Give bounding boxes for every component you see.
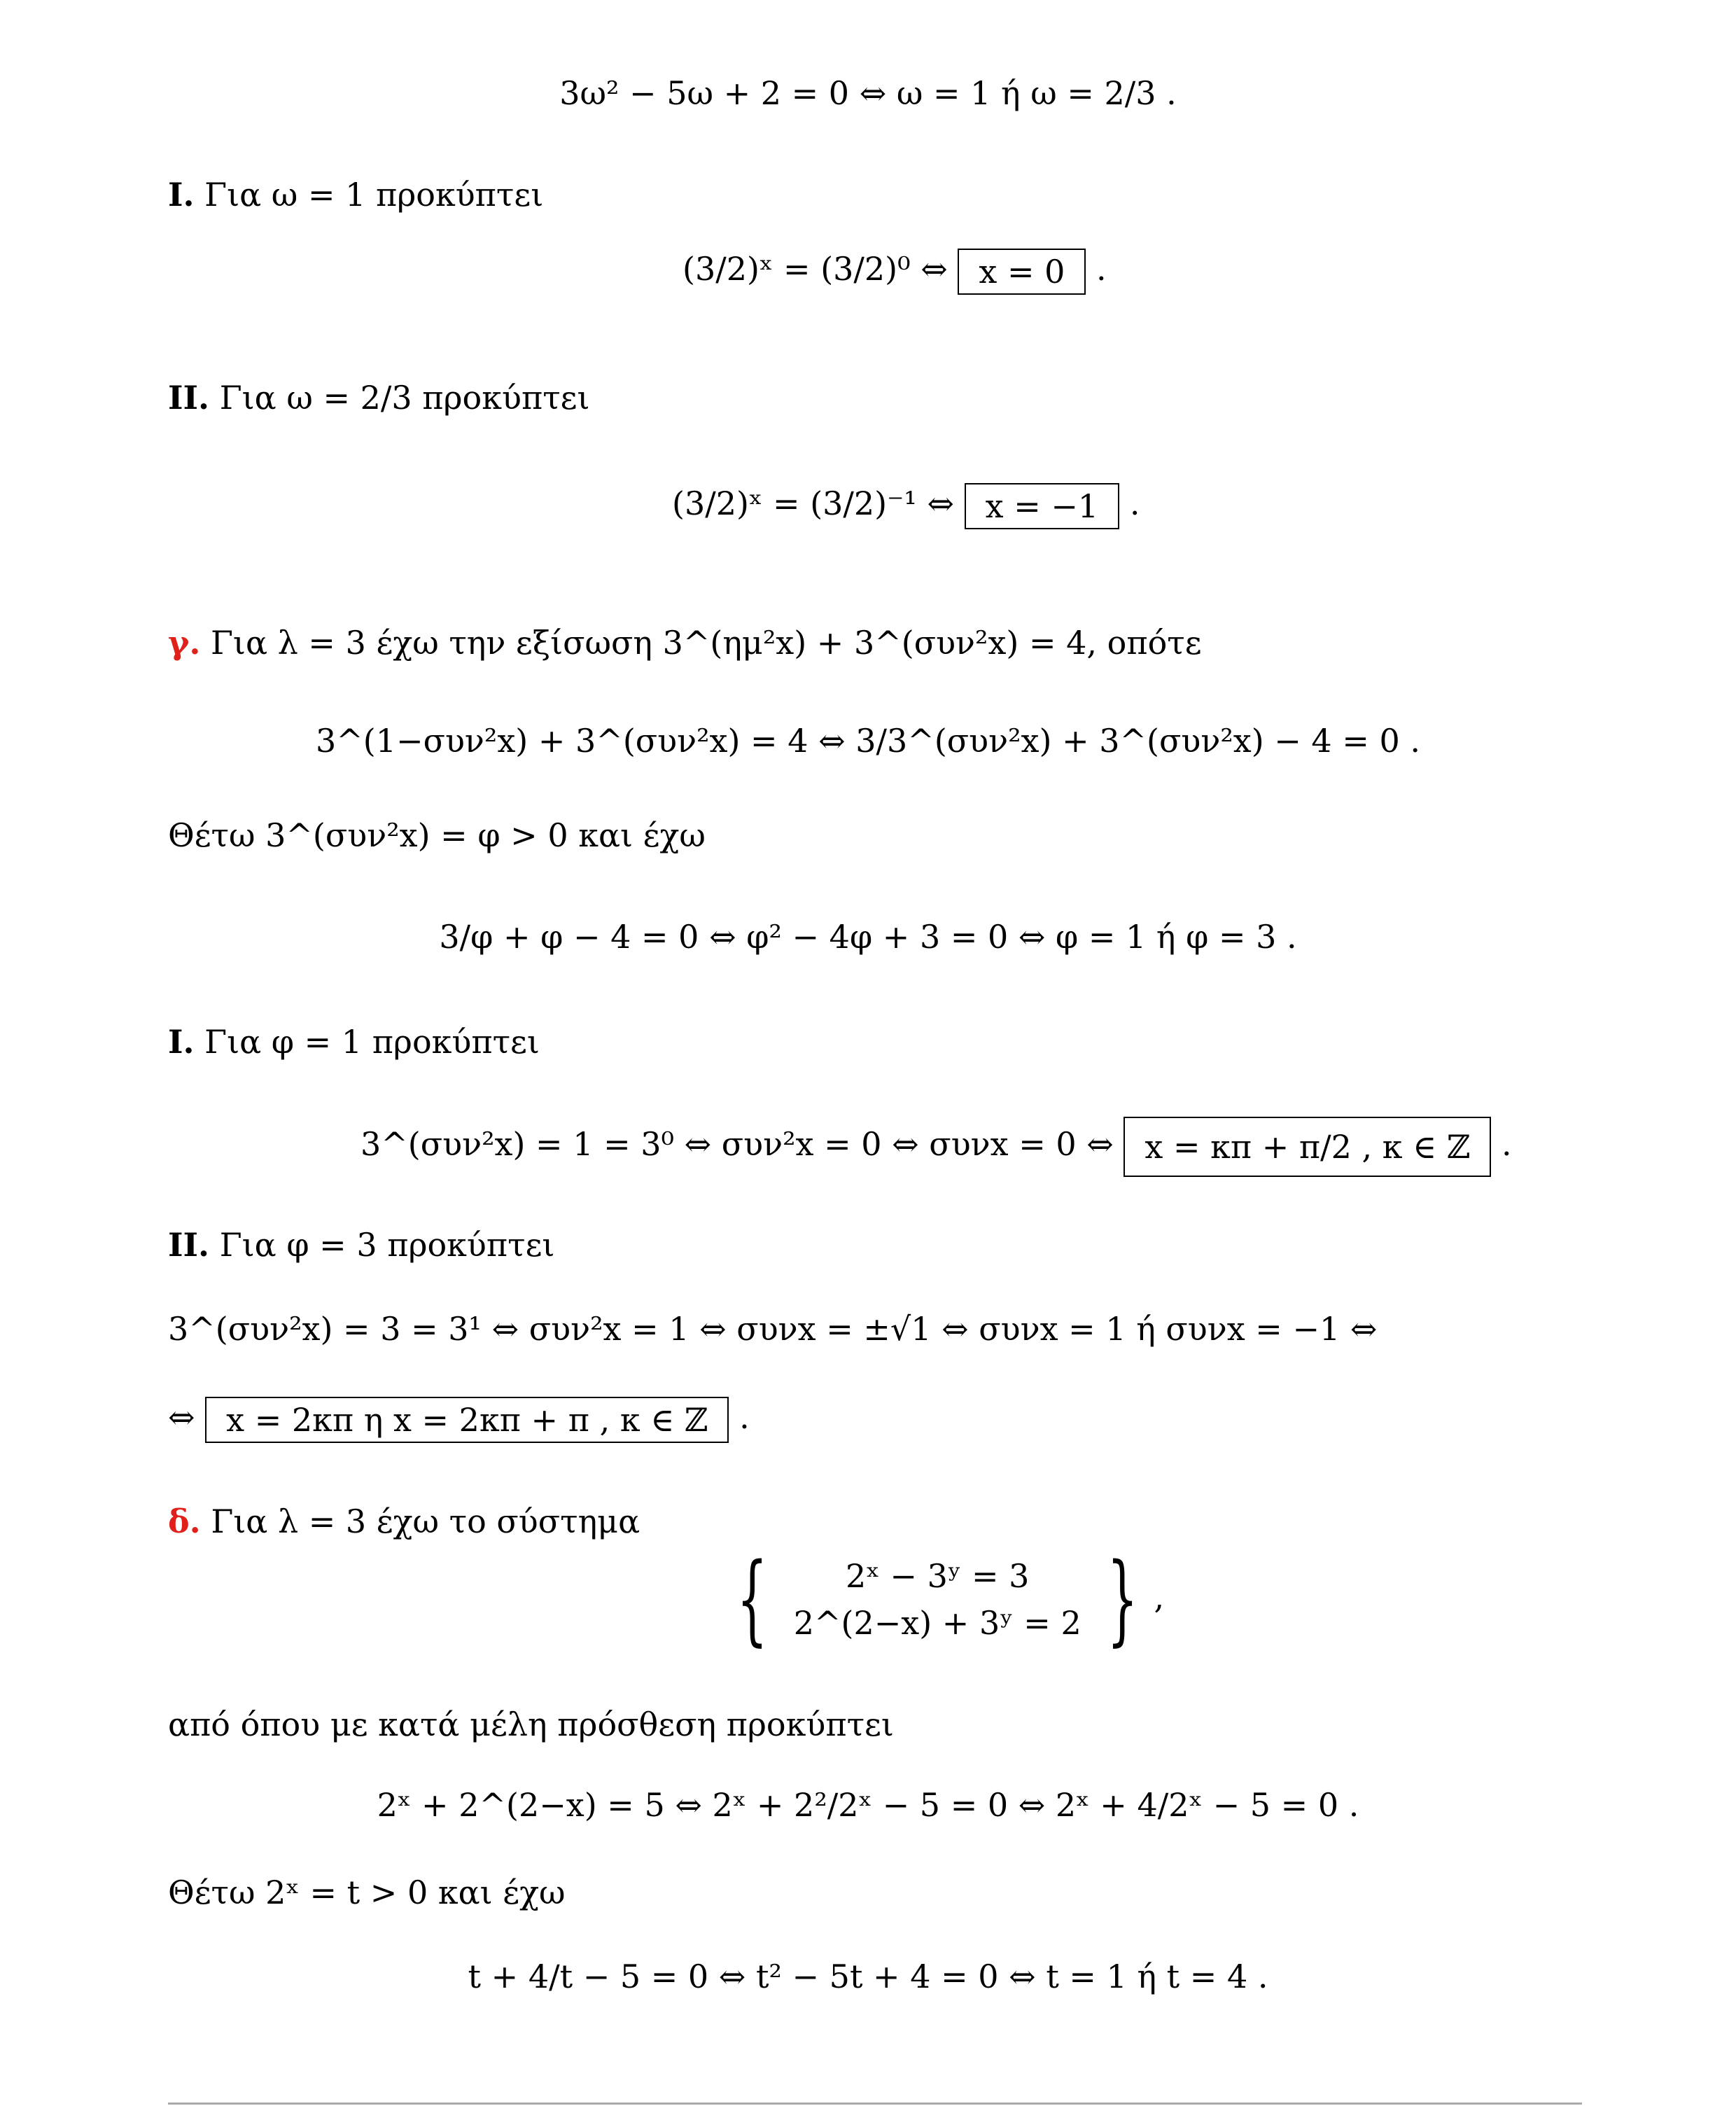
case-text: Για φ = 3 προκύπτει [219,1226,555,1264]
case-text: Για φ = 1 προκύπτει [204,1023,540,1061]
answer-box: x = κπ + π/2 , κ ∈ ℤ [1124,1117,1491,1177]
substitution-phi: Θέτω 3^(συν²x) = φ > 0 και έχω [168,816,706,854]
answer-box: x = 2κπ η x = 2κπ + π , κ ∈ ℤ [205,1397,729,1443]
substitution-t: Θέτω 2ˣ = t > 0 και έχω [168,1874,566,1911]
system-eq-1: 2ˣ − 3ʸ = 3 [846,1557,1030,1596]
equation-system: { 2ˣ − 3ʸ = 3 2^(2−x) + 3ʸ = 2 } , [736,1542,1165,1657]
part-label: γ. [168,624,201,662]
equation-line-5: (3/2)ˣ = (3/2)⁻¹ ⇔ x = −1 . [672,483,1140,529]
answer-box: x = 0 [958,249,1086,295]
system-eq-2: 2^(2−x) + 3ʸ = 2 [793,1604,1082,1642]
case-text: Για ω = 1 προκύπτει [204,176,544,214]
equation-line-1: 3ω² − 5ω + 2 = 0 ⇔ ω = 1 ή ω = 2/3 . [559,74,1177,112]
case-label: I. [168,176,195,214]
case-label: II. [168,379,210,417]
equation-line-9: 3/φ + φ − 4 = 0 ⇔ φ² − 4φ + 3 = 0 ⇔ φ = 1 ή φ = 3 . [439,918,1297,956]
equation-line-13: 3^(συν²x) = 3 = 3¹ ⇔ συν²x = 1 ⇔ συνx = ±√1 ⇔ συνx = 1 ή συνx = −1 ⇔ [168,1310,1378,1348]
addition-text: από όπου με κατά μέλη πρόσθεση προκύπτει [168,1706,894,1743]
equation-line-18: 2ˣ + 2^(2−x) = 5 ⇔ 2ˣ + 2²/2ˣ − 5 = 0 ⇔ 2ˣ + 4/2ˣ − 5 = 0 . [377,1786,1359,1824]
answer-box: x = −1 [965,483,1120,529]
equation-line-7: 3^(1−συν²x) + 3^(συν²x) = 4 ⇔ 3/3^(συν²x) + 3^(συν²x) − 4 = 0 . [316,722,1420,760]
case-label: I. [168,1023,195,1061]
case-I-omega [168,176,544,214]
equation-line-3: (3/2)ˣ = (3/2)⁰ ⇔ x = 0 . [682,249,1107,295]
case-II-phi [168,1226,555,1264]
equation-line-11: 3^(συν²x) = 1 = 3⁰ ⇔ συν²x = 0 ⇔ συνx = 0 ⇔ x = κπ + π/2 , κ ∈ ℤ . [360,1117,1512,1177]
part-text: Για λ = 3 έχω το σύστημα [211,1502,640,1540]
part-delta [168,1502,640,1540]
part-text: Για λ = 3 έχω την εξίσωση 3^(ημ²x) + 3^(συν²x) = 4, οπότε [211,624,1202,662]
part-label: δ. [168,1502,201,1540]
part-gamma [168,624,1202,662]
case-label: II. [168,1226,210,1264]
equation-line-14: ⇔ x = 2κπ η x = 2κπ + π , κ ∈ ℤ . [168,1397,750,1443]
footer-rule [168,2102,1582,2105]
case-I-phi [168,1023,540,1061]
case-text: Για ω = 2/3 προκύπτει [219,379,590,417]
case-II-omega [168,379,590,417]
equation-line-20: t + 4/t − 5 = 0 ⇔ t² − 5t + 4 = 0 ⇔ t = 1 ή t = 4 . [468,1958,1268,1995]
